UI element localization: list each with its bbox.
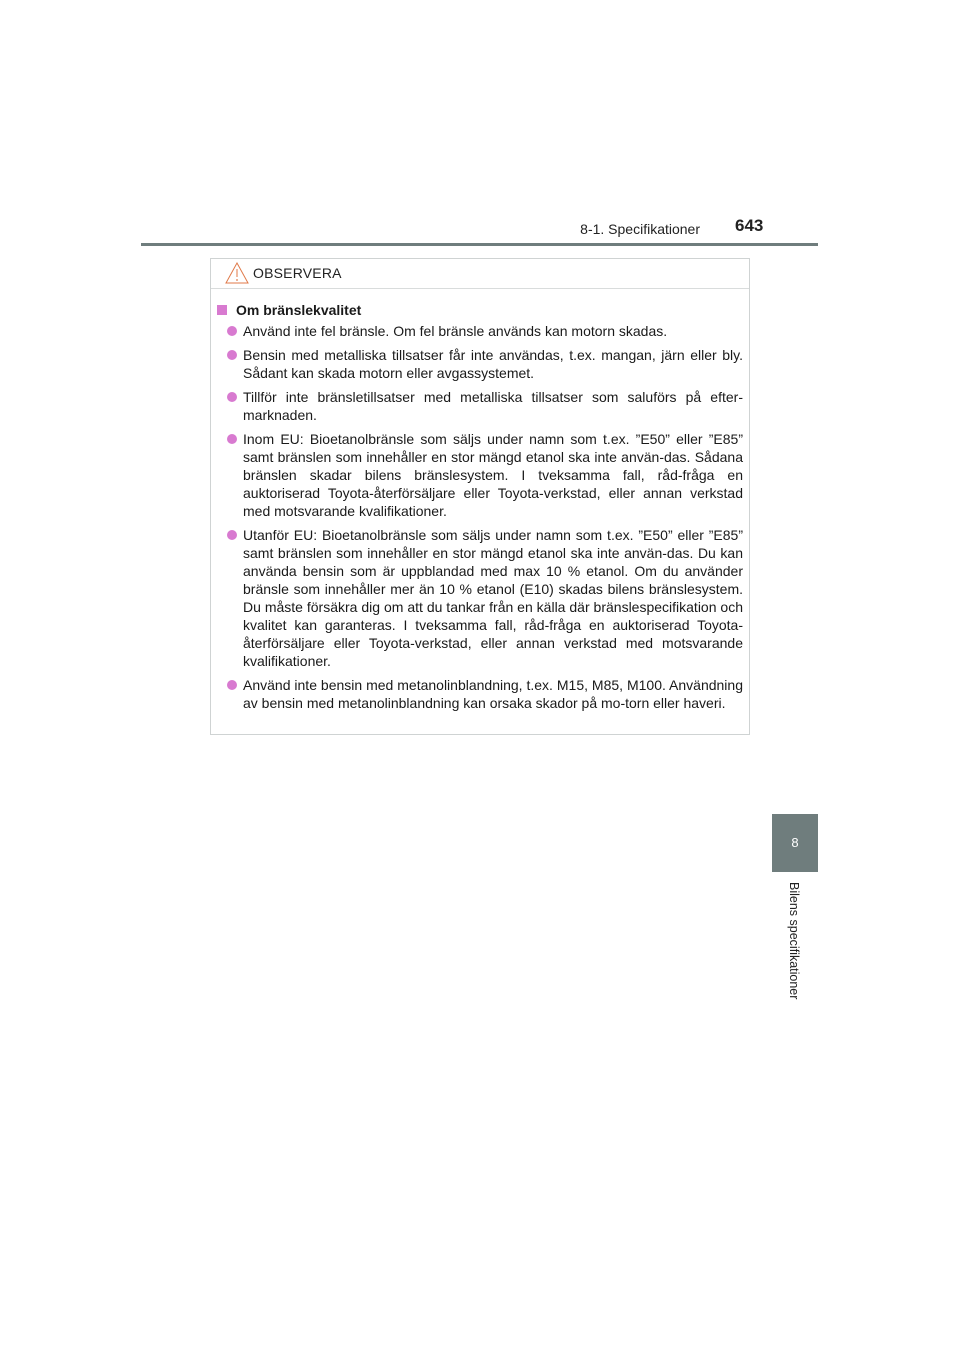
bullet-dot-icon bbox=[227, 350, 237, 360]
page-number: 643 bbox=[735, 216, 764, 235]
list-item bbox=[217, 322, 743, 340]
bullet-list bbox=[217, 322, 743, 712]
list-item-text: Använd inte bensin med metanolinblandning, t.ex. M15, M85, M100. Användning av bensin med metanolinblandning kan orsaka skador på mo-torn eller haveri. bbox=[243, 677, 743, 711]
list-item-text: Tillför inte bränsletillsatser med metalliska tillsatser som saluförs på efter-marknaden. bbox=[243, 389, 743, 423]
bullet-dot-icon bbox=[227, 530, 237, 540]
list-item-text: Bensin med metalliska tillsatser får inte användas, t.ex. mangan, järn eller bly. Sådant kan skada motorn eller avgassystemet. bbox=[243, 347, 743, 381]
bullet-dot-icon bbox=[227, 680, 237, 690]
list-item bbox=[217, 676, 743, 712]
bullet-dot-icon bbox=[227, 326, 237, 336]
chapter-side-label bbox=[760, 882, 830, 1032]
notice-box bbox=[210, 258, 750, 735]
chapter-tab: 8 bbox=[772, 814, 818, 872]
header-divider bbox=[141, 243, 818, 246]
list-item bbox=[217, 346, 743, 382]
section-heading bbox=[217, 301, 743, 319]
list-item-text: Använd inte fel bränsle. Om fel bränsle används kan motorn skadas. bbox=[243, 323, 668, 339]
list-item-text: Inom EU: Bioetanolbränsle som säljs under namn som t.ex. ”E50” eller ”E85” samt bränslen som innehåller en stor mängd etanol ska inte använ-das. Sådana bränslen skadar bilens bränslesystem. I tveksamma fall, råd-fråga en auktoriserad Toyota-återförsäljare eller Toyota-verkstad, eller annan verkstad med motsvarande kvalifikationer. bbox=[243, 431, 743, 519]
list-item bbox=[217, 388, 743, 424]
section-heading-text: Om bränslekvalitet bbox=[236, 302, 362, 318]
list-item-text: Utanför EU: Bioetanolbränsle som säljs under namn som t.ex. ”E50” eller ”E85” samt bränslen som innehåller en stor mängd etanol ska inte använ-das. Du kan använda bensin som är uppblandad med max 10 % etanol. Om du använder bränsle som innehåller mer än 10 % etanol (E10) skadas bilens bränslesystem. Du måste försäkra dig om att du tankar från en källa där bränslespecifikation och kvalitet kan garanteras. I tveksamma fall, råd-fråga en auktoriserad Toyota-återförsäljare eller Toyota-verkstad, eller annan verkstad med motsvarande kvalifikationer. bbox=[243, 527, 743, 669]
notice-header bbox=[211, 259, 749, 289]
chapter-label-text: Bilens specifikationer bbox=[787, 882, 801, 1000]
bullet-dot-icon bbox=[227, 392, 237, 402]
notice-body bbox=[211, 289, 749, 712]
warning-triangle-icon bbox=[225, 262, 249, 284]
list-item bbox=[217, 526, 743, 670]
list-item bbox=[217, 430, 743, 520]
square-bullet-icon bbox=[217, 305, 227, 315]
section-title: 8-1. Specifikationer bbox=[580, 221, 700, 237]
bullet-dot-icon bbox=[227, 434, 237, 444]
notice-title: OBSERVERA bbox=[253, 265, 342, 281]
